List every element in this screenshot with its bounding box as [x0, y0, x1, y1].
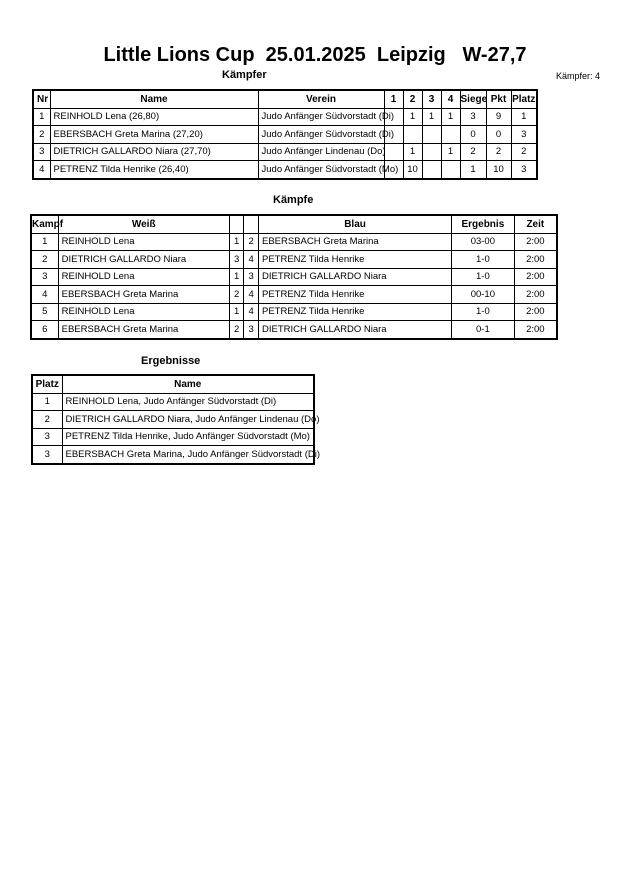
- table-row: [33, 161, 537, 179]
- row-weiss: EBERSBACH Greta Marina: [58, 286, 229, 304]
- kaempfe-table: [30, 214, 558, 340]
- row-pkt: 9: [486, 108, 511, 126]
- row-name-text: PETRENZ Tilda Henrike, Judo Anfänger Südvorstadt (Mo): [65, 431, 310, 443]
- row-c3: [422, 161, 441, 179]
- row-name: EBERSBACH Greta Marina (27,20): [50, 126, 258, 144]
- row-c2: 1: [403, 143, 422, 161]
- ergebnisse-heading: Ergebnisse: [141, 355, 201, 367]
- row-nr-weiss: 1: [229, 303, 244, 321]
- kaempfer-table: [32, 89, 538, 180]
- row-nr-blau: 2: [244, 233, 259, 251]
- header-name: Name: [50, 90, 258, 108]
- row-c4: 1: [441, 108, 460, 126]
- row-pkt: 0: [486, 126, 511, 144]
- row-name: PETRENZ Tilda Henrike (26,40): [50, 161, 258, 179]
- row-name-text: EBERSBACH Greta Marina, Judo Anfänger Südvorstadt (Di): [65, 448, 321, 460]
- header-nr: Nr: [33, 90, 50, 108]
- header-blau: Blau: [259, 215, 452, 233]
- row-blau: DIETRICH GALLARDO Niara: [259, 268, 452, 286]
- row-ergebnis: 03-00: [452, 233, 515, 251]
- row-name-text: DIETRICH GALLARDO Niara, Judo Anfänger Lindenau (Do): [65, 413, 320, 425]
- row-ergebnis: 1-0: [452, 303, 515, 321]
- kaempfe-heading: Kämpfe: [273, 194, 314, 206]
- table-row: [32, 411, 314, 429]
- row-nr-weiss: 2: [229, 321, 244, 339]
- row-ergebnis: 0-1: [452, 321, 515, 339]
- row-name: [62, 428, 314, 446]
- header-col-2: 2: [403, 90, 422, 108]
- row-ergebnis: 00-10: [452, 286, 515, 304]
- header-col-3: 3: [422, 90, 441, 108]
- row-c2: [403, 126, 422, 144]
- row-zeit: 2:00: [514, 321, 557, 339]
- row-nr-blau: 4: [244, 303, 259, 321]
- row-nr-weiss: 1: [229, 233, 244, 251]
- kaempfer-header-row: [33, 90, 537, 108]
- row-kampf: 1: [31, 233, 58, 251]
- row-platz: 2: [32, 411, 62, 429]
- row-pkt: 10: [486, 161, 511, 179]
- table-row: [32, 393, 314, 411]
- row-name: [62, 393, 314, 411]
- row-kampf: 6: [31, 321, 58, 339]
- row-weiss: EBERSBACH Greta Marina: [58, 321, 229, 339]
- row-c2: 10: [403, 161, 422, 179]
- table-row: [31, 251, 557, 269]
- ergebnisse-table: [31, 374, 321, 465]
- row-platz: 2: [511, 143, 537, 161]
- row-zeit: 2:00: [514, 233, 557, 251]
- row-pkt: 2: [486, 143, 511, 161]
- row-nr: 4: [33, 161, 50, 179]
- row-c4: [441, 126, 460, 144]
- row-siege: 3: [460, 108, 486, 126]
- row-zeit: 2:00: [514, 251, 557, 269]
- header-siege: Siege: [460, 90, 486, 108]
- row-siege: 1: [460, 161, 486, 179]
- row-blau: PETRENZ Tilda Henrike: [259, 286, 452, 304]
- row-weiss: DIETRICH GALLARDO Niara: [58, 251, 229, 269]
- row-platz: 3: [32, 428, 62, 446]
- row-c4: 1: [441, 143, 460, 161]
- row-platz: 1: [511, 108, 537, 126]
- header-blank-b: [244, 215, 259, 233]
- row-c3: 1: [422, 108, 441, 126]
- row-nr-blau: 3: [244, 321, 259, 339]
- header-ergebnis: Ergebnis: [452, 215, 515, 233]
- row-nr-weiss: 2: [229, 286, 244, 304]
- table-row: [31, 268, 557, 286]
- row-c1: [384, 143, 403, 161]
- header-weiss: Weiß: [58, 215, 229, 233]
- row-platz: 1: [32, 393, 62, 411]
- row-nr: 3: [33, 143, 50, 161]
- row-verein: Judo Anfänger Südvorstadt (Di): [258, 126, 384, 144]
- row-zeit: 2:00: [514, 268, 557, 286]
- table-row: [31, 233, 557, 251]
- table-row: [32, 428, 314, 446]
- row-blau: DIETRICH GALLARDO Niara: [259, 321, 452, 339]
- kaempfer-count: Kämpfer: 4: [555, 71, 600, 81]
- ergebnisse-header-row: [32, 375, 314, 393]
- row-ergebnis: 1-0: [452, 251, 515, 269]
- row-name: REINHOLD Lena (26,80): [50, 108, 258, 126]
- row-weiss: REINHOLD Lena: [58, 233, 229, 251]
- table-row: [33, 143, 537, 161]
- table-row: [31, 321, 557, 339]
- page-title: Little Lions Cup 25.01.2025 Leipzig W-27,7: [103, 44, 527, 66]
- header-zeit: Zeit: [514, 215, 557, 233]
- header-pkt: Pkt: [486, 90, 511, 108]
- row-nr: 1: [33, 108, 50, 126]
- row-verein: Judo Anfänger Südvorstadt (Mo): [258, 161, 384, 179]
- row-nr-blau: 3: [244, 268, 259, 286]
- row-nr-blau: 4: [244, 286, 259, 304]
- table-row: [33, 126, 537, 144]
- row-nr: 2: [33, 126, 50, 144]
- table-row: [31, 303, 557, 321]
- kaempfer-heading: Kämpfer: [222, 69, 267, 81]
- table-row: [31, 286, 557, 304]
- row-nr-weiss: 1: [229, 268, 244, 286]
- row-nr-weiss: 3: [229, 251, 244, 269]
- row-verein: Judo Anfänger Lindenau (Do): [258, 143, 384, 161]
- table-row: [32, 446, 314, 464]
- row-weiss: REINHOLD Lena: [58, 268, 229, 286]
- header-name: Name: [62, 375, 314, 393]
- header-kampf: Kampf: [31, 215, 58, 233]
- row-platz: 3: [511, 161, 537, 179]
- row-blau: EBERSBACH Greta Marina: [259, 233, 452, 251]
- row-siege: 2: [460, 143, 486, 161]
- header-verein: Verein: [258, 90, 384, 108]
- row-name-text: REINHOLD Lena, Judo Anfänger Südvorstadt (Di): [65, 396, 277, 408]
- row-platz: 3: [32, 446, 62, 464]
- row-c4: [441, 161, 460, 179]
- row-c2: 1: [403, 108, 422, 126]
- row-platz: 3: [511, 126, 537, 144]
- row-blau: PETRENZ Tilda Henrike: [259, 251, 452, 269]
- row-ergebnis: 1-0: [452, 268, 515, 286]
- header-platz: Platz: [32, 375, 62, 393]
- row-c3: [422, 143, 441, 161]
- row-weiss: REINHOLD Lena: [58, 303, 229, 321]
- row-kampf: 2: [31, 251, 58, 269]
- row-name: [62, 411, 320, 429]
- row-kampf: 3: [31, 268, 58, 286]
- row-siege: 0: [460, 126, 486, 144]
- kaempfe-header-row: [31, 215, 557, 233]
- header-blank-a: [229, 215, 244, 233]
- row-name: DIETRICH GALLARDO Niara (27,70): [50, 143, 258, 161]
- table-row: [33, 108, 537, 126]
- header-col-1: 1: [384, 90, 403, 108]
- header-platz: Platz: [511, 90, 537, 108]
- header-col-4: 4: [441, 90, 460, 108]
- row-c3: [422, 126, 441, 144]
- row-blau: PETRENZ Tilda Henrike: [259, 303, 452, 321]
- row-verein: Judo Anfänger Südvorstadt (Di): [258, 108, 384, 126]
- row-zeit: 2:00: [514, 303, 557, 321]
- row-zeit: 2:00: [514, 286, 557, 304]
- row-name: [62, 446, 321, 464]
- row-nr-blau: 4: [244, 251, 259, 269]
- row-kampf: 5: [31, 303, 58, 321]
- row-kampf: 4: [31, 286, 58, 304]
